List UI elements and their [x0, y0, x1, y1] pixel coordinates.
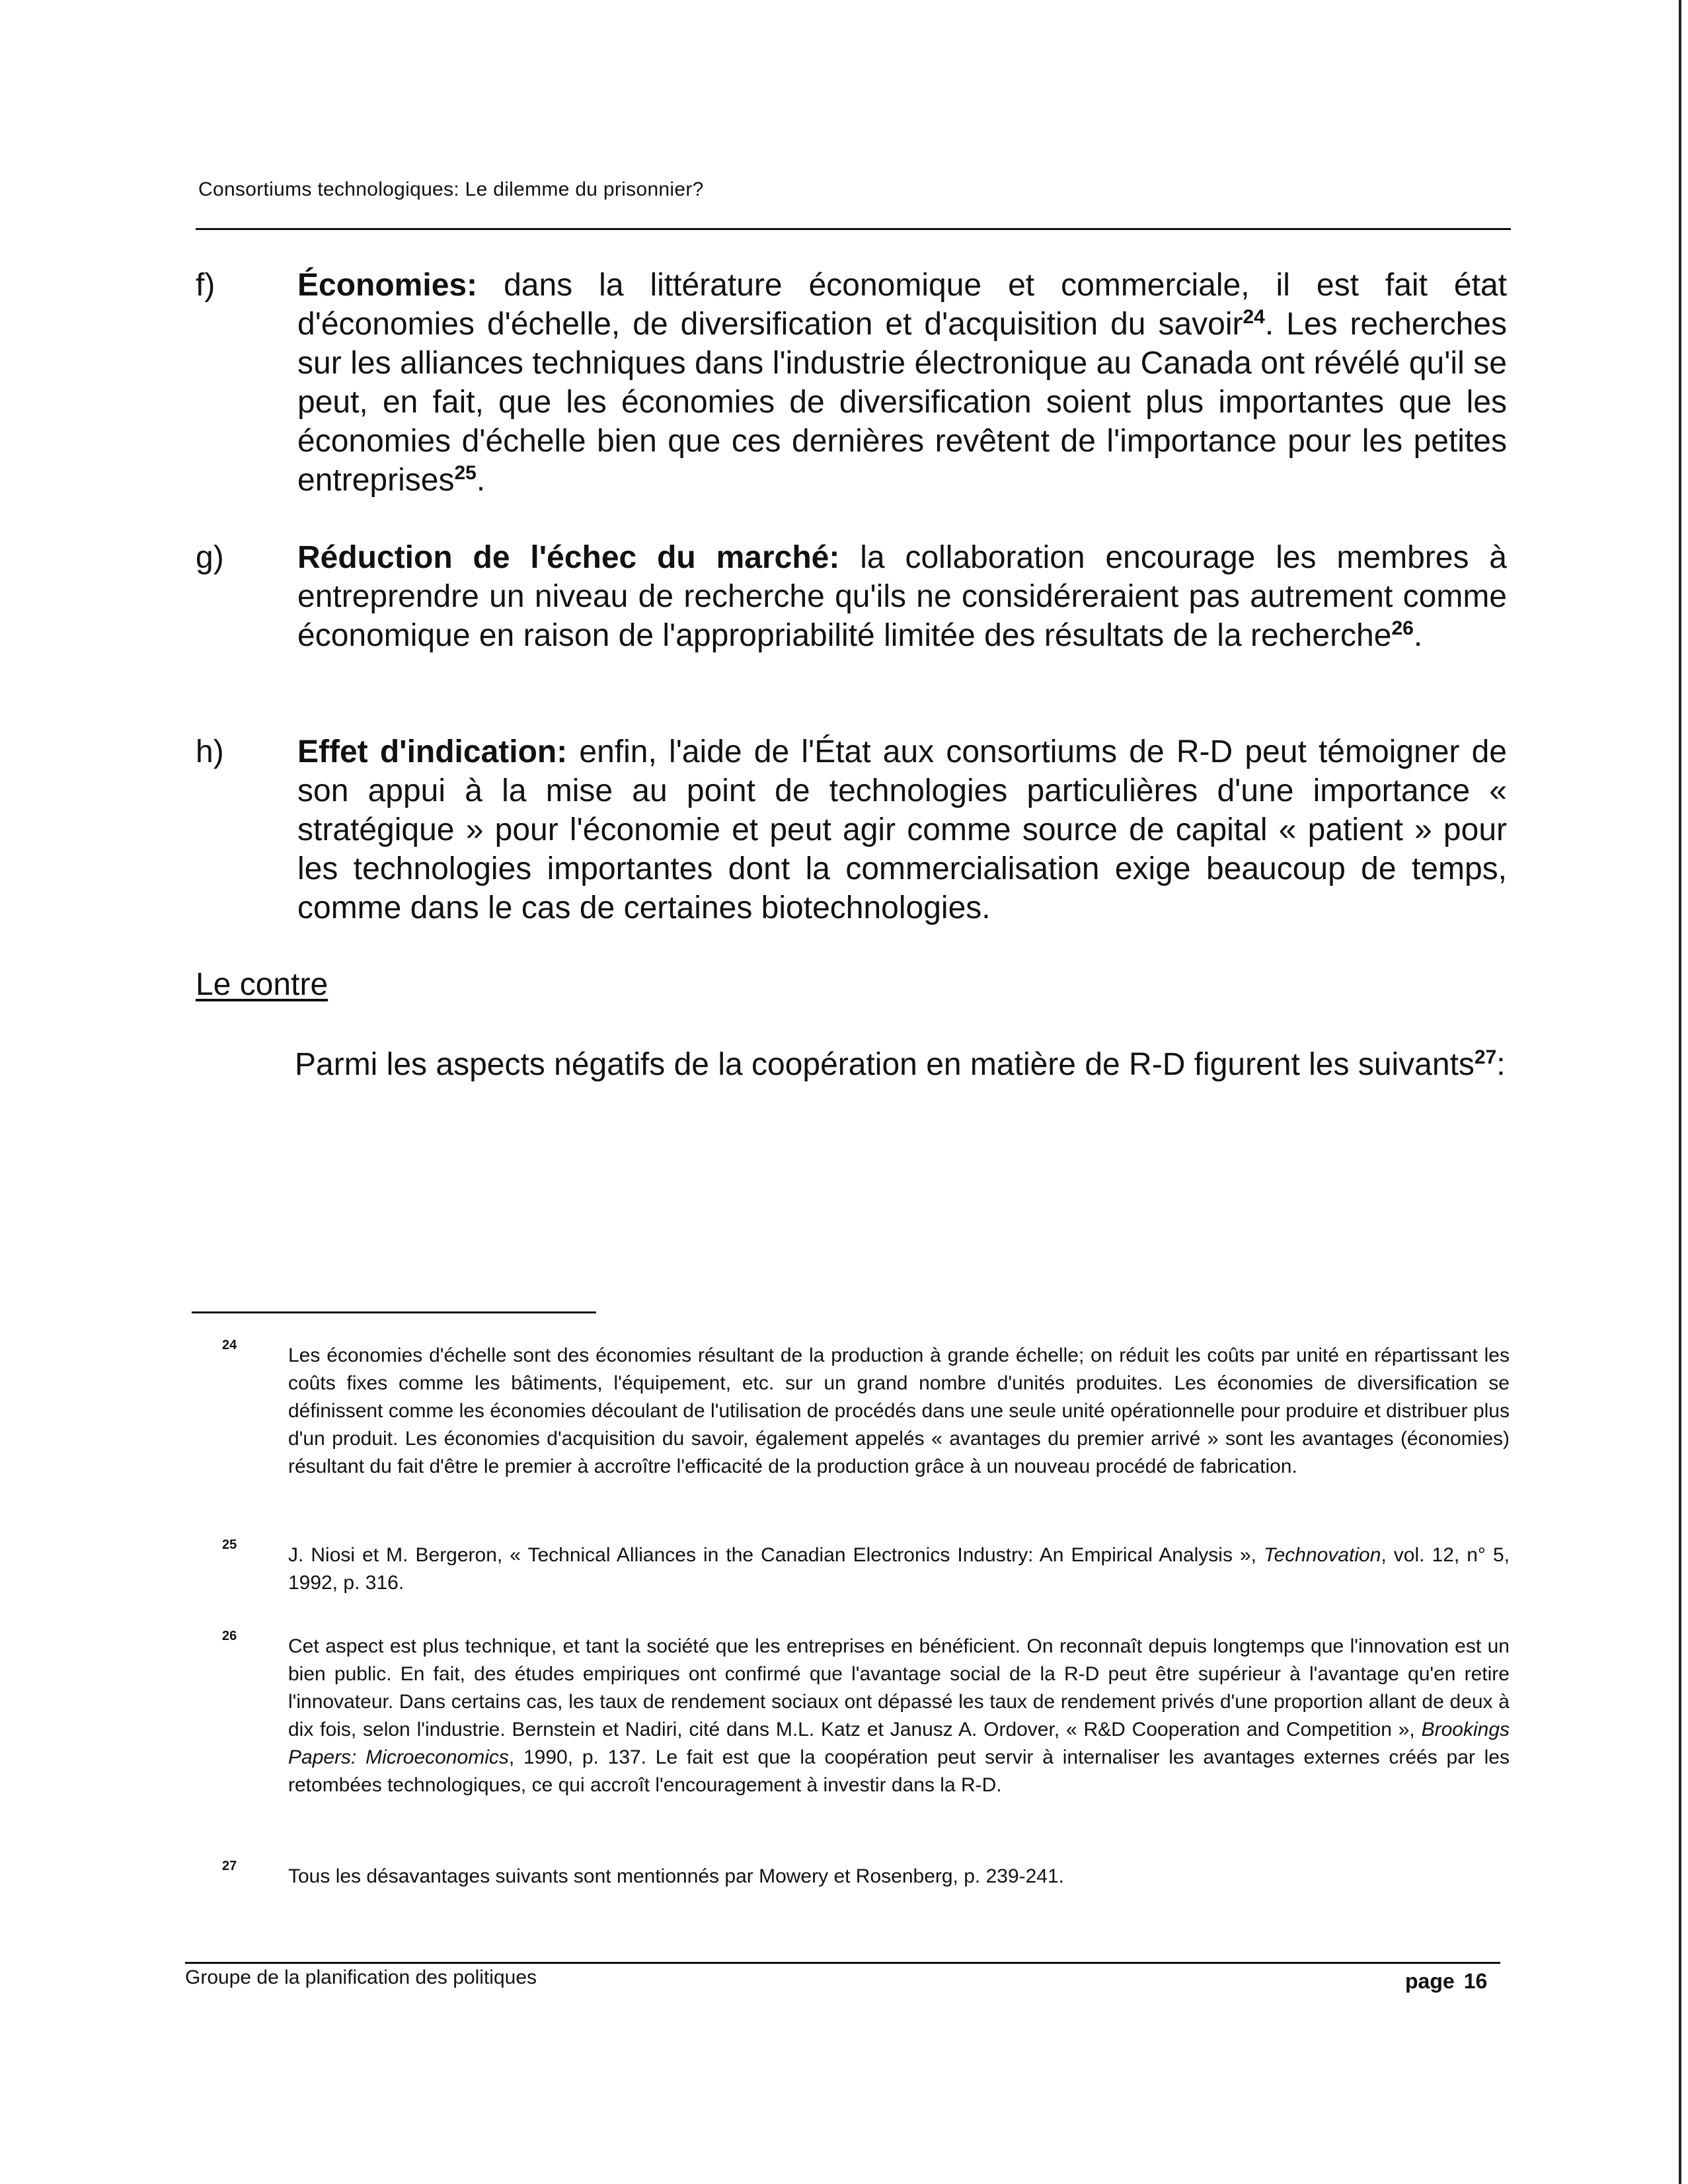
item-text: . — [1413, 618, 1423, 653]
item-text: . Les recherches sur les alliances techniques dans l'industrie électronique au Canada ont révélé qu'il se peut, en fait, que les économies de diversification soient plus importantes que les économies d'échelle bien que ces dernières revêtent de l'importance pour les petites entreprises — [297, 307, 1507, 498]
footnote-rule — [192, 1311, 596, 1313]
item-term: Réduction de l'échec du marché: — [297, 540, 840, 575]
footnote-text-part: Cet aspect est plus technique, et tant la société que les entreprises en bénéficient. On reconnaît depuis longtemps que l'innovation est un bien public. En fait, des études empiriques ont confirmé que l'avantage social de la R-D peut être supérieur à l'avantage qu'en retire l'innovateur. Dans certains cas, les taux de rendement sociaux ont dépassé les taux de rendement privés d'une proportion allant de deux à dix fois, selon l'industrie. Bernstein et Nadiri, cité dans M.L. Katz et Janusz A. Ordover, « R&D Cooperation and Competition », — [288, 1635, 1510, 1740]
item-term: Effet d'indication: — [297, 734, 568, 769]
footnote-number: 27 — [222, 1859, 237, 1873]
running-title: Consortiums technologiques: Le dilemme du prisonnier? — [198, 178, 704, 200]
footnote-text: Tous les désavantages suivants sont mentionnés par Mowery et Rosenberg, p. 239-241. — [288, 1865, 1065, 1887]
item-text: dans la littérature économique et commerciale, il est fait état d'économies d'échelle, de diversification et d'acquisition du savoir — [297, 268, 1507, 342]
footnote-text: Les économies d'échelle sont des économies résultant de la production à grande échelle; on réduit les coûts par unité en répartissant les coûts fixes comme les bâtiments, l'équipement, etc. sur un grand nombre d'unités produites. Les économies de diversification se définissent comme les économies découlant de l'utilisation de procédés dans une seule unité opérationnelle pour produire et distribuer plus d'un produit. Les économies d'acquisition du savoir, également appelés « avantages du premier arrivé » sont les avantages (économies) résultant du fait d'être le premier à accroître l'efficacité de la production grâce à un nouveau procédé de fabrication. — [288, 1345, 1510, 1477]
header-rule — [196, 228, 1511, 230]
intro-text: Parmi les aspects négatifs de la coopération en matière de R-D figurent les suivants — [295, 1047, 1475, 1082]
footnote-ref[interactable]: 26 — [1391, 617, 1414, 639]
item-text: . — [476, 463, 486, 498]
item-marker: h) — [196, 734, 224, 769]
footnote-text — [288, 1541, 1510, 1597]
item-text: enfin, l'aide de l'État aux consortiums de R-D peut témoigner de son appui à la mise au point de technologies particulières d'une importance « stratégique » pour l'économie et peut agir comme source de capital « patient » pour les technologies importantes dont la commercialisation exige beaucoup de temps, comme dans le cas de certaines biotechnologies. — [297, 734, 1507, 925]
footnote-number: 26 — [222, 1629, 237, 1643]
page-label: page — [1405, 1969, 1455, 1993]
page-number: 16 — [1463, 1969, 1488, 1993]
scan-edge — [1679, 0, 1681, 2184]
journal-title: Brookings Papers: Microeconomics — [288, 1719, 1510, 1768]
footnote-text-part: , vol. 12, n° 5, 1992, p. 316. — [288, 1544, 1510, 1594]
item-marker: f) — [196, 268, 215, 303]
item-body — [297, 538, 1507, 655]
footnote-ref[interactable]: 24 — [1243, 306, 1265, 328]
footnote-text — [288, 1633, 1510, 1799]
footnote-number: 25 — [222, 1538, 237, 1552]
footer-rule — [185, 1962, 1500, 1964]
footnote-number: 24 — [222, 1338, 237, 1352]
footnote-ref[interactable]: 27 — [1474, 1046, 1497, 1068]
footnote-text-part: J. Niosi et M. Bergeron, « Technical Alliances in the Canadian Electronics Industry: An Empirical Analysis », — [288, 1544, 1264, 1566]
section-heading: Le contre — [196, 967, 328, 1002]
item-marker: g) — [196, 540, 224, 575]
section-intro — [295, 1045, 1510, 1084]
item-term: Économies: — [297, 268, 478, 303]
page-indicator — [1405, 1969, 1487, 1994]
item-text: la collaboration encourage les membres à entreprendre un niveau de recherche qu'ils ne considéreraient pas autrement comme économique en raison de l'appropriabilité limitée des résultats de la recherche — [297, 540, 1507, 653]
item-body — [297, 266, 1507, 500]
intro-end: : — [1496, 1047, 1506, 1082]
footer-organization: Groupe de la planification des politiques — [185, 1967, 537, 1988]
footnote-ref[interactable]: 25 — [454, 462, 477, 484]
journal-title: Technovation — [1264, 1544, 1381, 1566]
item-body — [297, 732, 1507, 927]
footnote-text-part: , 1990, p. 137. Le fait est que la coopération peut servir à internaliser les avantages externes créés par les retombées technologiques, ce qui accroît l'encouragement à investir dans la R-D. — [288, 1746, 1510, 1796]
